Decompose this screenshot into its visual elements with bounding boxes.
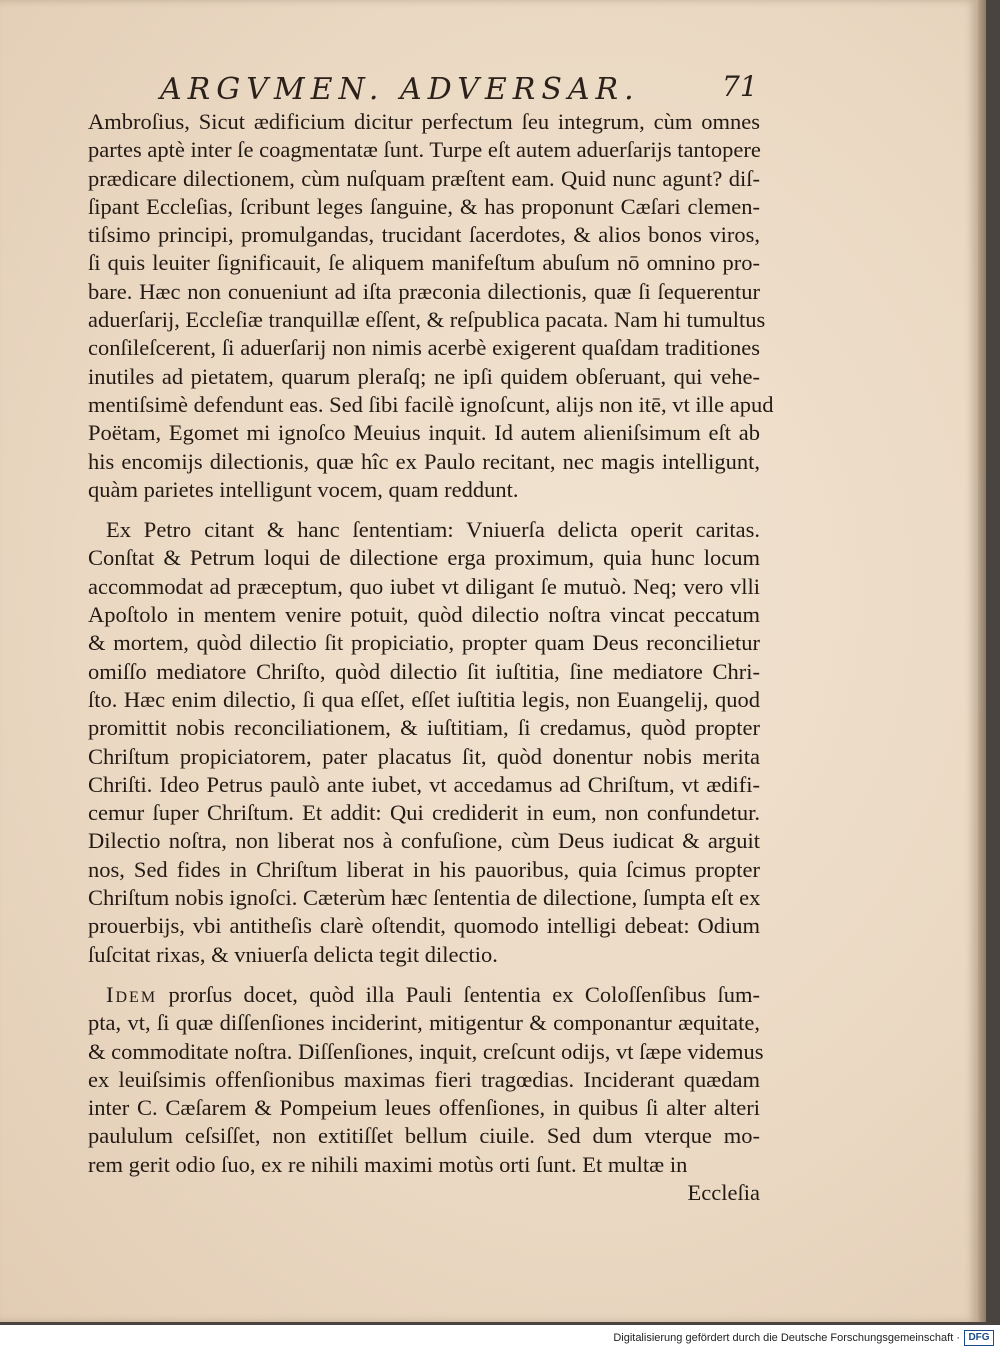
text-line: cemur ſuper Chriſtum. Et addit: Qui crediderit in eum, non confundetur. bbox=[88, 800, 760, 826]
text-line: nos, Sed fides in Chriſtum liberat in his pauoribus, quia ſcimus propter bbox=[88, 856, 760, 882]
text-line: Chriſtum propiciatorem, pater placatus ſit, quòd donentur nobis merita bbox=[88, 743, 760, 769]
text-line: Apoſtolo in mentem venire potuit, quòd dilectio noſtra vincat peccatum bbox=[88, 602, 760, 628]
text-line: promittit nobis reconciliationem, & iuſtitiam, ſi credamus, quòd propter bbox=[88, 715, 760, 741]
text-line: conſileſcerent, ſi aduerſarij non nimis acerbè exigerent quaſdam traditiones bbox=[88, 335, 760, 361]
running-title-right: ADVERSAR. bbox=[400, 72, 640, 107]
catchword: Eccleſia bbox=[687, 1179, 760, 1205]
text-line: ſipant Eccleſias, ſcribunt leges ſanguine, & has proponunt Cæſari clemen- bbox=[88, 193, 760, 219]
text-line: mentiſsimè defendunt eas. Sed ſibi facilè ignoſcunt, alijs non itē, vt ille apud bbox=[88, 391, 774, 417]
dfg-logo-icon: DFG bbox=[964, 1330, 994, 1346]
text-line: Ex Petro citant & hanc ſententiam: Vniuerſa delicta operit caritas. bbox=[106, 517, 760, 543]
text-line: prouerbijs, vbi antitheſis clarè oſtendit, quomodo intelligi debeat: Odium bbox=[88, 913, 760, 939]
funding-credit: Digitalisierung gefördert durch die Deutsche Forschungsgemeinschaft · bbox=[613, 1332, 960, 1344]
page-number: 71 bbox=[722, 70, 758, 103]
text-line: partes aptè inter ſe coagmentatæ ſunt. Turpe eſt autem aduerſarijs tantopere bbox=[88, 137, 761, 163]
text-line bbox=[88, 981, 760, 1009]
paragraph-1 bbox=[88, 108, 774, 504]
text-line: inter C. Cæſarem & Pompeium leues offenſiones, in quibus ſi alter alteri bbox=[88, 1095, 760, 1121]
text-line: tiſsimo principi, promulgandas, trucidant ſacerdotes, & alios bonos viros, bbox=[88, 222, 760, 248]
text-line: quàm parietes intelligunt vocem, quam reddunt. bbox=[88, 476, 519, 502]
footer-bar bbox=[0, 1325, 1000, 1350]
running-head bbox=[160, 72, 780, 112]
text-line: Dilectio noſtra, non liberat nos à confuſione, cùm Deus iudicat & arguit bbox=[88, 828, 760, 854]
body-text bbox=[88, 108, 774, 1207]
text-line: Poëtam, Egomet mi ignoſco Meuius inquit. Id autem alieniſsimum eſt ab bbox=[88, 420, 760, 446]
text-line: Chriſtum nobis ignoſci. Cæterùm hæc ſententia de dilectione, ſumpta eſt ex bbox=[88, 885, 761, 911]
text-line: aduerſarij, Eccleſiæ tranquillæ eſſent, & reſpublica pacata. Nam hi tumultus bbox=[88, 307, 766, 333]
text-line: ex leuiſsimis offenſionibus maximas fieri tragœdias. Inciderant quædam bbox=[88, 1066, 760, 1092]
lead-word: Idem bbox=[106, 981, 158, 1007]
paragraph-3 bbox=[88, 981, 764, 1179]
line-text: prorſus docet, quòd illa Pauli ſententia ex Coloſſenſibus ſum- bbox=[157, 981, 760, 1007]
text-line: & mortem, quòd dilectio ſit propiciatio, propter quam Deus reconcilietur bbox=[88, 630, 760, 656]
paragraph-2 bbox=[88, 516, 760, 969]
text-line: bare. Hæc non conueniunt ad iſta præconia dilectionis, quæ ſi ſequerentur bbox=[88, 278, 760, 304]
running-title-left: ARGVMEN. bbox=[160, 72, 385, 107]
text-line: his encomijs dilectionis, quæ hîc ex Paulo recitant, nec magis intelligunt, bbox=[88, 448, 760, 474]
text-line: omiſſo mediatore Chriſto, quòd dilectio ſit iuſtitia, ſine mediatore Chri- bbox=[88, 658, 760, 684]
text-line: ſi quis leuiter ſignificauit, ſe aliquem manifeſtum abuſum nō omnino pro- bbox=[88, 250, 760, 276]
text-line: prædicare dilectionem, cùm nuſquam præſtent eam. Quid nunc agunt? diſ- bbox=[88, 165, 760, 191]
text-line: rem gerit odio ſuo, ex re nihili maximi motùs orti ſunt. Et multæ in bbox=[88, 1151, 688, 1177]
text-line: Chriſti. Ideo Petrus paulò ante iubet, vt accedamus ad Chriſtum, vt ædifi- bbox=[88, 771, 760, 797]
text-line: pta, vt, ſi quæ diſſenſiones inciderint, mitigentur & componantur æquitate, bbox=[88, 1010, 760, 1036]
text-line: & commoditate noſtra. Diſſenſiones, inquit, creſcunt odijs, vt ſæpe videmus bbox=[88, 1038, 764, 1064]
text-line: paululum ceſsiſſet, non extitiſſet bellum ciuile. Sed dum vterque mo- bbox=[88, 1123, 760, 1149]
text-line: accommodat ad præceptum, quo iubet vt diligant ſe mutuò. Neq; vero vlli bbox=[88, 573, 760, 599]
text-line: ſto. Hæc enim dilectio, ſi qua eſſet, eſſet iuſtitia legis, non Euangelij, quod bbox=[88, 686, 760, 712]
text-line: Conſtat & Petrum loqui de dilectione erga proximum, quia hunc locum bbox=[88, 545, 760, 571]
text-line: Ambroſius, Sicut ædificium dicitur perfectum ſeu integrum, cùm omnes bbox=[88, 109, 760, 134]
text-line: ſuſcitat rixas, & vniuerſa delicta tegit dilectio. bbox=[88, 941, 498, 967]
text-line: inutiles ad pietatem, quarum pleraſq; ne ipſi quidem obſeruant, qui vehe- bbox=[88, 363, 760, 389]
page-edge bbox=[978, 0, 986, 1322]
